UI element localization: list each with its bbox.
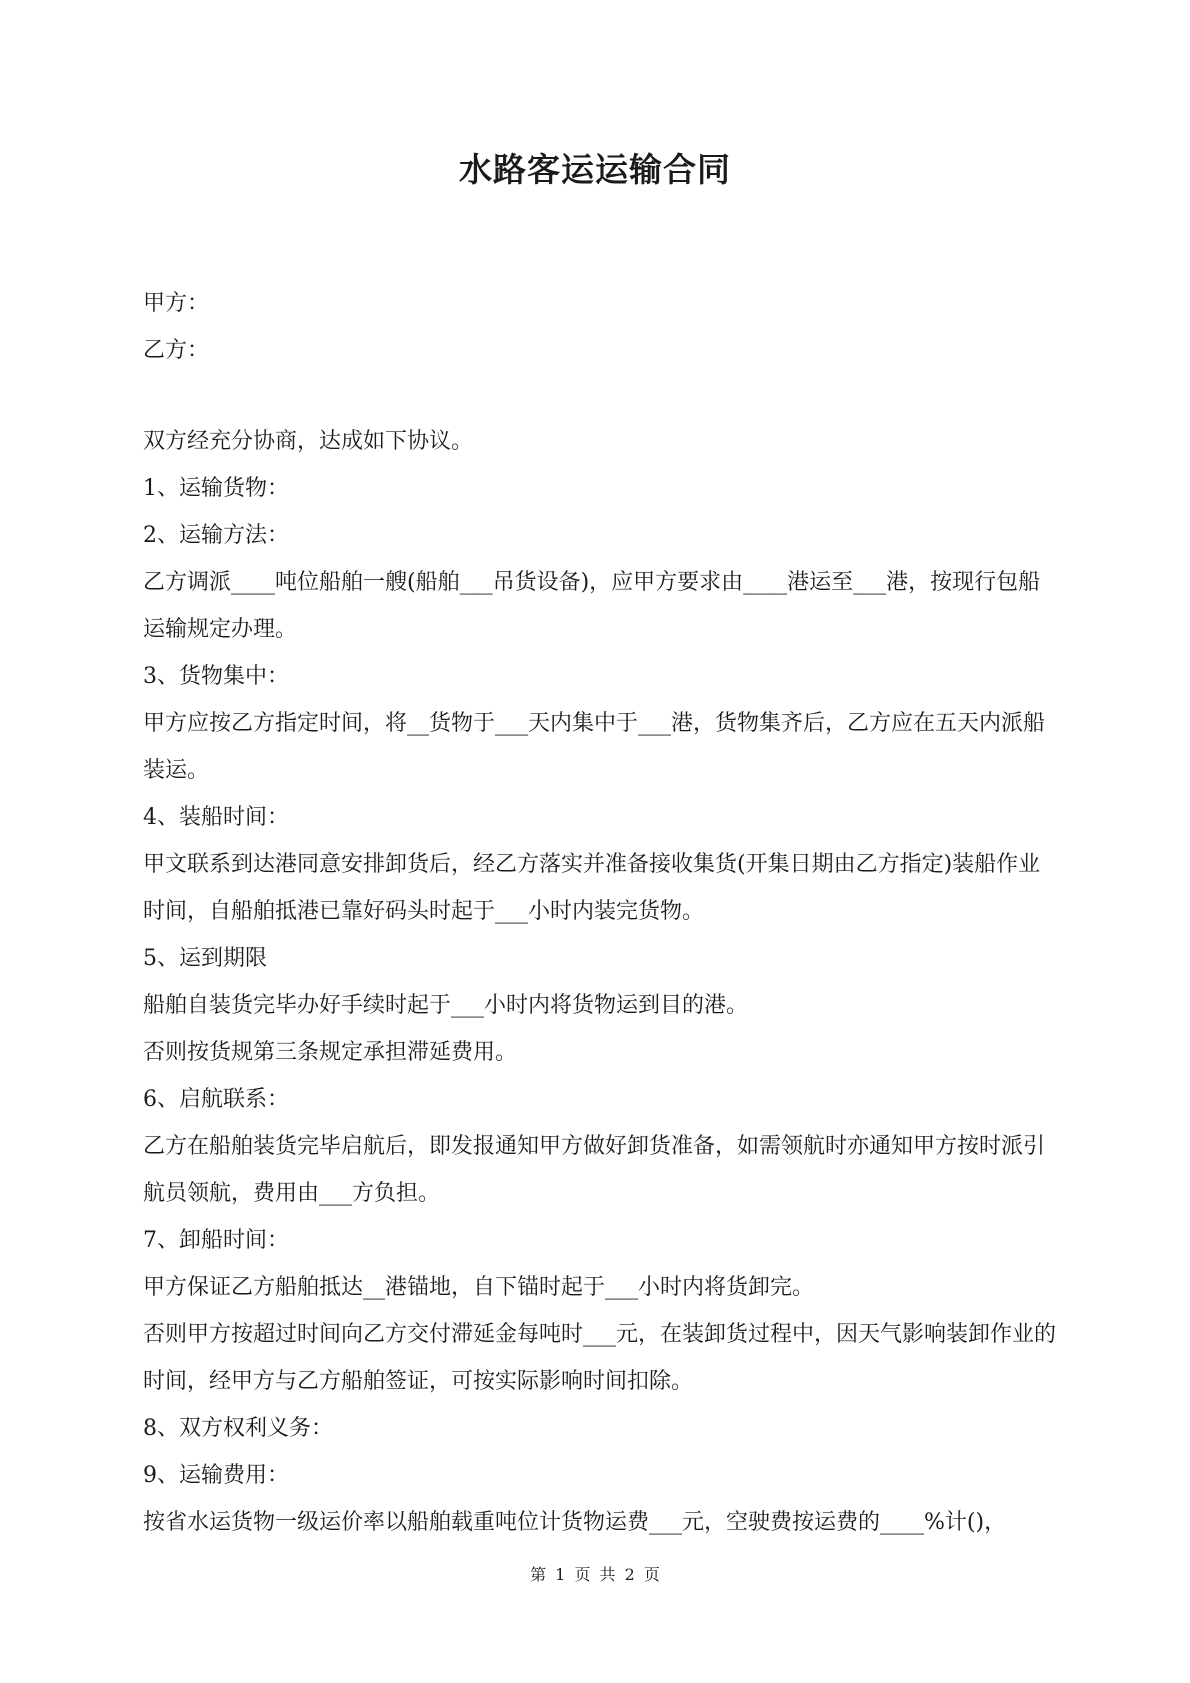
section-heading-2: 2、运输方法： (143, 523, 289, 548)
section-heading-8: 8、双方权利义务： (143, 1416, 333, 1441)
section-heading-5: 5、运到期限 (143, 946, 267, 971)
section-paragraph-9: 按省水运货物一级运价率以船舶载重吨位计货物运费___元，空驶费按运费的____%计()， (143, 1510, 1007, 1535)
parties-block (143, 280, 1058, 374)
section-heading-9: 9、运输费用： (143, 1463, 289, 1488)
party-a-line: 甲方： (143, 291, 210, 316)
section-heading-3: 3、货物集中： (143, 664, 289, 689)
party-b-line: 乙方： (143, 338, 210, 363)
contract-body (143, 418, 1058, 1546)
section-paragraph-5a: 船舶自装货完毕办好手续时起于___小时内将货物运到目的港。 (143, 993, 749, 1018)
section-paragraph-2: 乙方调派____吨位船舶一艘(船舶___吊货设备)，应甲方要求由____港运至___港，按现行包船运输规定办理。 (143, 570, 1041, 642)
section-paragraph-6: 乙方在船舶装货完毕启航后，即发报通知甲方做好卸货准备，如需领航时亦通知甲方按时派引航员领航，费用由___方负担。 (143, 1134, 1046, 1206)
section-heading-1: 1、运输货物： (143, 476, 289, 501)
section-heading-4: 4、装船时间： (143, 805, 289, 830)
section-paragraph-7b: 否则甲方按超过时间向乙方交付滞延金每吨时___元，在装卸货过程中，因天气影响装卸作业的时间，经甲方与乙方船舶签证，可按实际影响时间扣除。 (143, 1322, 1057, 1394)
section-paragraph-4: 甲文联系到达港同意安排卸货后，经乙方落实并准备接收集货(开集日期由乙方指定)装船作业时间，自船舶抵港已靠好码头时起于___小时内装完货物。 (143, 852, 1041, 924)
document-title: 水路客运运输合同 (459, 150, 731, 189)
section-heading-6: 6、启航联系： (143, 1087, 289, 1112)
section-paragraph-3: 甲方应按乙方指定时间，将__货物于___天内集中于___港，货物集齐后，乙方应在五天内派船装运。 (143, 711, 1046, 783)
section-heading-7: 7、卸船时间： (143, 1228, 289, 1253)
intro-paragraph: 双方经充分协商，达成如下协议。 (143, 429, 474, 454)
section-paragraph-5b: 否则按货规第三条规定承担滞延费用。 (143, 1040, 518, 1065)
page-footer: 第 1 页 共 2 页 (530, 1565, 660, 1584)
section-paragraph-7a: 甲方保证乙方船舶抵达__港锚地，自下锚时起于___小时内将货卸完。 (143, 1275, 815, 1300)
